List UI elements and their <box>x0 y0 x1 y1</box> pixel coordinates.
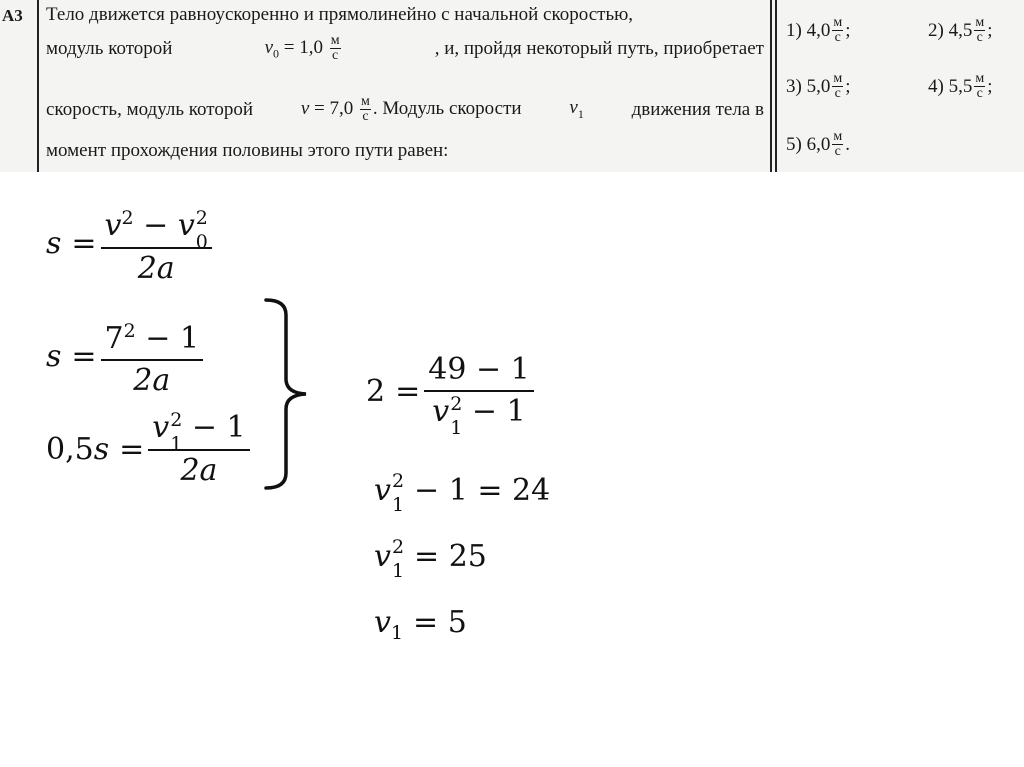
equation-ratio <box>366 352 538 439</box>
eq4-denominator: v 2 1 − 1 <box>432 393 526 439</box>
system-brace <box>262 297 314 491</box>
v0-unit: м с <box>330 33 340 63</box>
task-line-3-suffix: движения тела в <box>631 98 764 120</box>
eq2-denominator: 2a <box>133 363 171 398</box>
task-line-3-mid: . Модуль скорости <box>372 97 522 119</box>
answer-4-unit: м с <box>975 71 985 101</box>
v1-symbol-wrap <box>569 97 583 122</box>
answer-2-unit: м с <box>975 15 985 45</box>
task-line-3 <box>46 95 764 124</box>
eq3-lhs-var: s <box>93 432 110 467</box>
eq2-equals: = <box>71 338 97 374</box>
eq2-lhs: s <box>46 338 62 374</box>
v0-symbol: v <box>264 36 273 58</box>
task-id: А3 <box>2 6 23 25</box>
answer-option-1: 1) 4,0 м с ; <box>786 15 851 45</box>
v0-subscript: 0 <box>273 46 279 61</box>
v1-symbol: v <box>569 97 578 119</box>
task-line-1 <box>46 4 764 26</box>
answer-option-5: 5) 6,0 м с . <box>786 129 850 159</box>
eq2-fraction <box>101 313 204 399</box>
task-line-3-prefix: скорость, модуль которой <box>46 98 254 120</box>
equation-result: v 1 = 5 <box>374 605 467 644</box>
v-expression <box>301 95 522 124</box>
task-line-4-text: момент прохождения половины этого пути равен: <box>46 140 449 161</box>
v-value: = 7,0 <box>314 97 354 119</box>
equation-step-2: v 2 1 = 25 <box>374 536 487 582</box>
task-line-1-text: Тело движется равноускоренно и прямолинейно с начальной скоростью, <box>46 4 634 25</box>
answer-3-unit: м с <box>833 71 843 101</box>
answer-option-2: 2) 4,5 м с ; <box>928 15 993 45</box>
answer-5-unit: м с <box>833 129 843 159</box>
task-line-2-prefix: модуль которой <box>46 37 173 59</box>
eq1-equals: = <box>71 226 97 261</box>
equation-full-path <box>46 313 207 399</box>
eq4-lhs: 2 <box>366 374 386 409</box>
eq3-denominator: 2a <box>180 453 218 488</box>
eq2-numerator: $7^2 - 1$ <box>101 313 204 361</box>
eq1-numerator: $v^2 - v$ 2 0 <box>101 200 212 249</box>
eq5-rest: − 1 = 24 <box>414 472 551 508</box>
eq4-equals: = <box>395 374 421 409</box>
equation-half-path <box>46 410 254 489</box>
eq4-fraction <box>424 352 533 439</box>
eq6-rest: = 25 <box>414 538 487 574</box>
v-symbol: v <box>300 97 310 119</box>
eq1-fraction <box>101 200 212 287</box>
eq3-equals: = <box>119 432 145 467</box>
task-left-divider <box>37 0 39 172</box>
v-unit: м с <box>361 94 370 124</box>
task-line-2 <box>46 34 764 63</box>
task-line-2-suffix: , и, пройдя некоторый путь, приобретает <box>434 37 764 59</box>
equation-path-formula <box>46 200 216 287</box>
task-card <box>0 0 1024 172</box>
task-answers-divider <box>770 0 772 172</box>
eq3-fraction <box>148 410 249 489</box>
answer-1-unit: м с <box>833 15 843 45</box>
answer-option-3: 3) 5,0 м с ; <box>786 71 851 101</box>
task-line-4 <box>46 140 764 162</box>
v1-subscript: 1 <box>577 106 584 121</box>
answer-option-4: 4) 5,5 м с ; <box>928 71 993 101</box>
v0-expression <box>265 34 343 63</box>
eq3-lhs-number: 0,5 <box>46 432 94 467</box>
eq1-denominator: 2a <box>137 251 175 286</box>
eq7-rest: = 5 <box>413 605 467 640</box>
eq4-numerator: 49 − 1 <box>424 352 533 392</box>
task-answers-divider-2 <box>775 0 777 172</box>
equation-step-1: v 2 1 − 1 = 24 <box>374 470 551 516</box>
eq3-numerator: v 2 1 − 1 <box>148 410 249 451</box>
v0-value: = 1,0 <box>283 36 323 58</box>
eq1-lhs: s <box>46 226 62 261</box>
